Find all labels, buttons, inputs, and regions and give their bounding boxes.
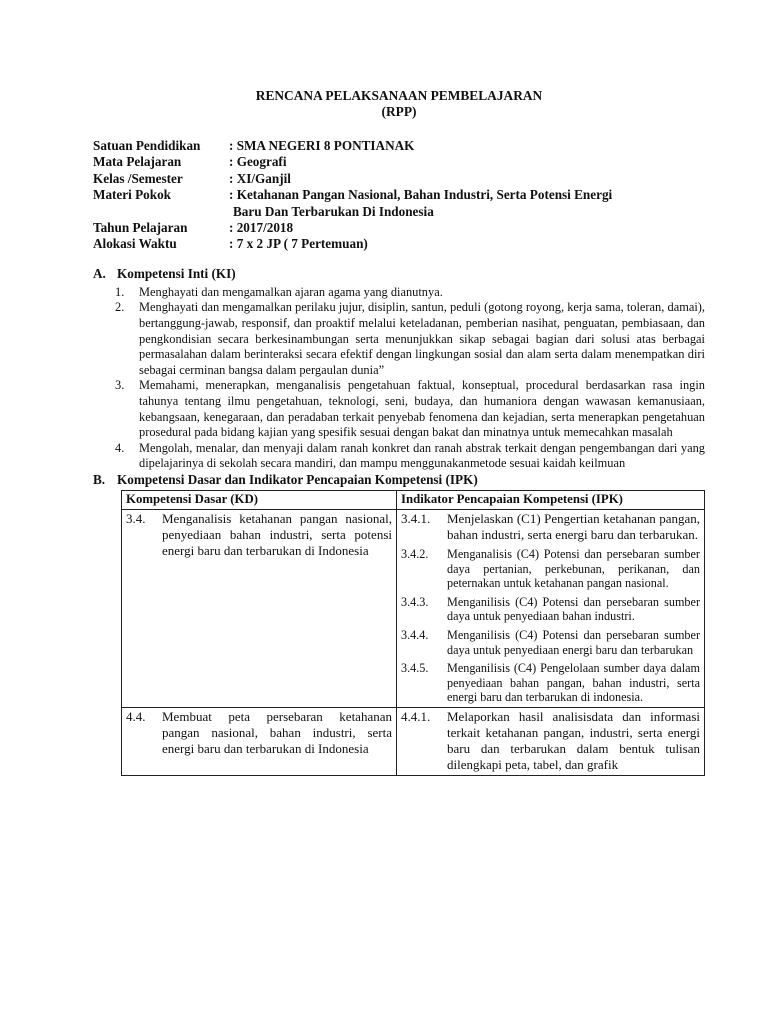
- ipk-item: [401, 661, 700, 705]
- document-title: [93, 88, 705, 120]
- meta-value: [229, 187, 705, 220]
- ipk-item: [401, 595, 700, 624]
- ipk-item: [401, 547, 700, 591]
- ipk-item: [401, 510, 700, 543]
- ipk-cell: [397, 707, 705, 775]
- ipk-text: Melaporkan hasil analisisdata dan informasi terkait ketahanan pangan, industri, serta energi baru dan terbarukan dalam bentuk tulisan dilengkapi peta, tabel, dan grafik: [447, 708, 700, 772]
- meta-row: [93, 154, 705, 170]
- meta-value: : 7 x 2 JP ( 7 Pertemuan): [229, 236, 368, 252]
- ipk-number: 3.4.5.: [401, 661, 429, 676]
- ipk-number: 3.4.3.: [401, 594, 429, 609]
- ipk-text: Menganilisis (C4) Potensi dan persebaran sumber daya untuk penyediaan bahan industri.: [447, 594, 700, 624]
- meta-row: [93, 236, 705, 252]
- item-text: Mengolah, menalar, dan menyaji dalam ranah konkret dan ranah abstrak terkait dengan pengembangan dari yang dipelajarinya di sekolah secara mandiri, dan mampu menggunakanmetode sesuai kaidah keilmuan: [139, 440, 705, 471]
- meta-row: [93, 220, 705, 236]
- meta-key: Kelas /Semester: [93, 170, 183, 186]
- meta-key: Alokasi Waktu: [93, 236, 177, 252]
- list-item: [93, 441, 705, 472]
- item-text: Memahami, menerapkan, menganalisis pengetahuan faktual, konseptual, procedural berdasarkan rasa ingin tahunya tentang ilmu pengetahuan, teknologi, seni, budaya, dan humaniora dengan wawasan kemanusiaan, kebangsaan, kenegaraan, dan peradaban terkait penyebab fenomena dan kejadian, serta menerapkan pengetahuan prosedural pada bidang kajian yang spesifik sesuai dengan bakat dan minatnya untuk memecahkan masalah: [139, 378, 705, 440]
- title-line-2: (RPP): [381, 104, 417, 119]
- list-item: [93, 378, 705, 440]
- kd-number: 4.4.: [126, 708, 146, 724]
- ipk-item: [401, 708, 700, 773]
- list-item: [93, 300, 705, 378]
- kd-ipk-table: [121, 490, 705, 776]
- meta-value: : XI/Ganjil: [229, 170, 291, 186]
- kd-cell: [122, 509, 397, 707]
- meta-block: [93, 138, 705, 253]
- ipk-number: 4.4.1.: [401, 708, 431, 724]
- meta-key: Materi Pokok: [93, 187, 172, 203]
- ipk-text: Menganilisis (C4) Pengelolaan sumber daya dalam penyediaan bahan pangan, bahan industri, serta energi baru dan terbarukan di indonesia.: [447, 661, 700, 705]
- title-line-1: RENCANA PELAKSANAAN PEMBELAJARAN: [255, 88, 543, 103]
- list-item: [93, 285, 705, 301]
- kd-item: [126, 708, 392, 757]
- ipk-cell: [397, 509, 705, 707]
- kd-cell: [122, 707, 397, 775]
- section-b-heading: [93, 472, 705, 488]
- item-number: 3.: [115, 378, 125, 393]
- kd-number: 3.4.: [126, 510, 146, 526]
- table-row: [122, 707, 705, 775]
- ipk-number: 3.4.2.: [401, 546, 429, 561]
- meta-key: Satuan Pendidikan: [93, 138, 201, 153]
- column-header-kd: Kompetensi Dasar (KD): [122, 490, 397, 509]
- meta-key: Mata Pelajaran: [93, 154, 182, 170]
- ipk-number: 3.4.4.: [401, 627, 429, 642]
- meta-value: : Geografi: [229, 154, 287, 170]
- ki-list: [93, 285, 705, 472]
- item-number: 2.: [115, 300, 125, 315]
- column-header-ipk: Indikator Pencapaian Kompetensi (IPK): [397, 490, 705, 509]
- ipk-text: Menjelaskan (C1) Pengertian ketahanan pangan, bahan industri, serta energi baru dan terbarukan.: [447, 510, 700, 542]
- meta-value: : SMA NEGERI 8 PONTIANAK: [229, 138, 415, 153]
- table-row: [122, 509, 705, 707]
- kd-item: [126, 510, 392, 559]
- meta-row: [93, 171, 705, 187]
- item-number: 4.: [115, 440, 125, 455]
- meta-row: [93, 187, 705, 220]
- document-page: [93, 88, 705, 776]
- item-text: Menghayati dan mengamalkan perilaku jujur, disiplin, santun, peduli (gotong royong, kerja sama, toleran, damai), bertanggung-jawab, responsif, dan proaktif melalui keteladanan, pemberian nasihat, penguatan, pembiasaan, dan pengkondisian secara berkesinambungan serta menunjukkan sikap sebagai bagian dari solusi atas berbagai permasalahan dalam berinteraksi secara efektif dengan lingkungan sosial dan alam serta dalam menempatkan diri sebagai cerminan bangsa dalam pergaulan dunia”: [139, 300, 705, 377]
- section-letter: B.: [93, 471, 106, 487]
- item-number: 1.: [115, 284, 125, 299]
- table-header-row: [122, 490, 705, 509]
- ipk-text: Menganilisis (C4) Potensi dan persebaran sumber daya untuk penyediaan energi baru dan terbarukan: [447, 627, 700, 657]
- ipk-number: 3.4.1.: [401, 510, 431, 526]
- section-letter: A.: [93, 265, 106, 281]
- meta-value-line-2: Baru Dan Terbarukan Di Indonesia: [233, 203, 434, 219]
- kd-text: Membuat peta persebaran ketahanan pangan nasional, bahan industri, serta energi baru dan terbarukan di Indonesia: [162, 708, 392, 756]
- item-text: Menghayati dan mengamalkan ajaran agama yang dianutnya.: [139, 284, 443, 299]
- meta-value-line-1: : Ketahanan Pangan Nasional, Bahan Industri, Serta Potensi Energi: [229, 187, 613, 203]
- section-a-heading: [93, 266, 705, 282]
- ipk-text: Menganalisis (C4) Potensi dan persebaran sumber daya pertanian, perkebunan, perikanan, dan peternakan untuk ketahanan pangan nasional.: [447, 546, 700, 591]
- meta-value: : 2017/2018: [229, 220, 294, 236]
- ipk-item: [401, 628, 700, 657]
- meta-row: [93, 138, 705, 154]
- meta-key: Tahun Pelajaran: [93, 220, 188, 236]
- section-title: Kompetensi Dasar dan Indikator Pencapaian Kompetensi (IPK): [117, 471, 478, 487]
- kd-text: Menganalisis ketahanan pangan nasional, penyediaan bahan industri, serta potensi energi baru dan terbarukan di Indonesia: [162, 510, 392, 558]
- section-title: Kompetensi Inti (KI): [117, 265, 236, 281]
